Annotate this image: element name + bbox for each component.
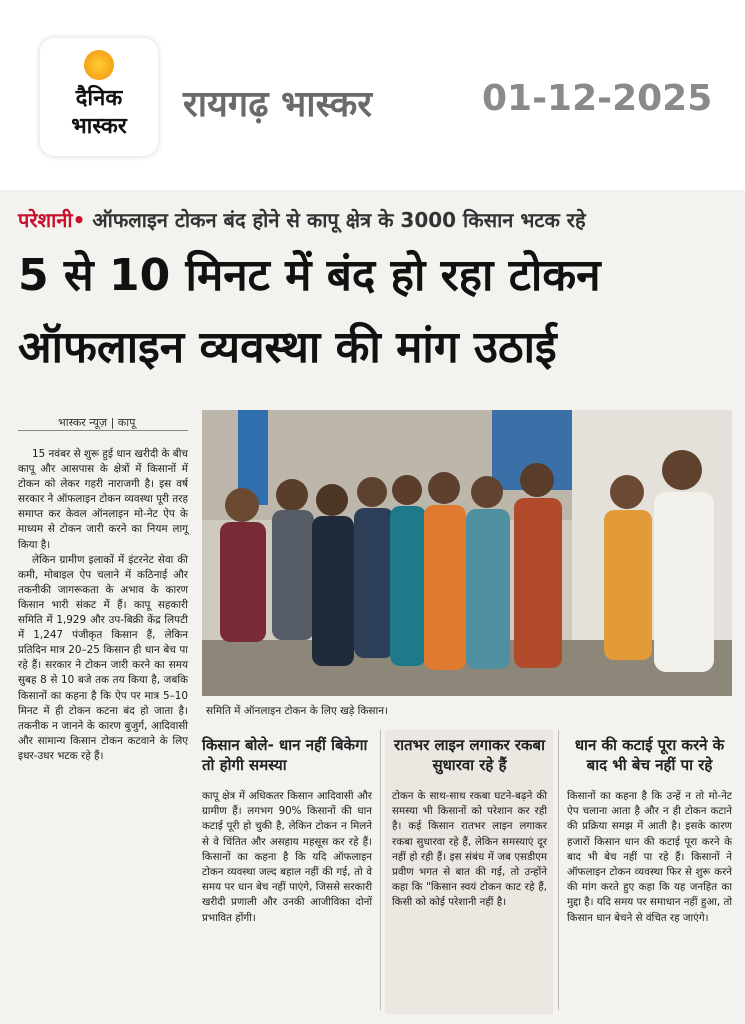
page-header bbox=[0, 0, 745, 190]
divider bbox=[18, 430, 188, 431]
sub-story-body: किसानों का कहना है कि उन्हें न तो मो-नेट ऐप चलाना आता है और न ही टोकन कटाने की प्रक्रिया समझ में आती है। इसके कारण हजारों किसान धान की कटाई पूरा करने के बाद भी बेच नहीं पा रहे हैं। किसानों ने ऑफलाइन टोकन व्यवस्था फिर से शुरू करने की मांग करते हुए कहा कि यह जनहित का मुद्दा है। यदि समय पर समाधान नहीं हुआ, तो किसान धान बेचने से वंचित रह जाएंगे। bbox=[567, 790, 732, 924]
paragraph: लेकिन ग्रामीण इलाकों में इंटरनेट सेवा की कमी, मोबाइल ऐप चलाने में कठिनाई और तकनीकी जागरूकता के अभाव के कारण किसान भारी संकट में हैं। कापू सहकारी समिति में 1,929 और उप-बिक्री केंद्र लिपटी में 1,247 पंजीकृत किसान हैं, लेकिन प्रतिदिन मात्र 20–25 किसान ही धान बेच पा रहे हैं। सरकार ने टोकन जारी करने का समय सुबह 8 से 10 बजे तक तय किया है, जबकि किसानों का कहना है कि ऐप पर मात्र 5–10 मिनट में ही टोकन कटना बंद हो जाता है। तकनीक न जानने के कारण बुजुर्ग, आदिवासी और सामान्य किसान टोकन कटवाने के लिए इधर-उधर भटक रहे हैं। bbox=[18, 553, 188, 762]
sub-story-1 bbox=[202, 735, 372, 926]
sub-story-heading: धान की कटाई पूरा करने के बाद भी बेच नहीं पा रहे bbox=[574, 736, 725, 774]
byline: भास्कर न्यूज़ | कापू bbox=[58, 416, 136, 429]
logo-line1: दैनिक bbox=[75, 86, 123, 111]
sub-story-3 bbox=[567, 735, 732, 926]
news-article bbox=[0, 190, 745, 1024]
photo-caption: समिति में ऑनलाइन टोकन के लिए खड़े किसान। bbox=[202, 700, 732, 722]
sub-story-body: टोकन के साथ-साथ रकबा घटने-बढ़ने की समस्या भी किसानों को परेशान कर रही है। कई किसान रातभर लाइन लगाकर रकबा सुधारवा रहे हैं, लेकिन समस्याएं दूर नहीं हो रही हैं। इस संबंध में जब एसडीएम प्रवीण भगत से बात की गई, तो उन्होंने कहा कि "किसान स्वयं टोकन काट रहे हैं, किसी को कोई परेशानी नहीं है। bbox=[392, 790, 547, 909]
dainik-bhaskar-logo[interactable] bbox=[40, 38, 158, 156]
edition-name: रायगढ़ भास्कर bbox=[183, 84, 373, 125]
kicker-text: ऑफलाइन टोकन बंद होने से कापू क्षेत्र के 3000 किसान भटक रहे bbox=[85, 208, 586, 232]
logo-line2: भास्कर bbox=[71, 114, 127, 139]
column-divider bbox=[558, 730, 559, 1010]
kicker-tag: परेशानी• bbox=[18, 208, 86, 232]
edition-date: 01-12-2025 bbox=[482, 78, 713, 119]
headline-line1: 5 से 10 मिनट में बंद हो रहा टोकन bbox=[18, 250, 601, 301]
paragraph: 15 नवंबर से शुरू हुई धान खरीदी के बीच कापू और आसपास के क्षेत्रों में किसानों में टोकन को लेकर गहरी नाराजगी है। इस वर्ष सरकार ने ऑफलाइन टोकन व्यवस्था पूरी तरह समाप्त कर केवल ऑनलाइन मो-नेट ऐप के माध्यम से टोकन जारी करने का नियम लागू किया है। bbox=[18, 448, 188, 551]
column-divider bbox=[380, 730, 381, 1010]
farmers-crowd-illustration bbox=[202, 410, 732, 696]
sub-story-2 bbox=[392, 735, 547, 911]
sun-icon bbox=[84, 50, 114, 80]
sub-story-heading: किसान बोले- धान नहीं बिकेगा तो होगी समस्या bbox=[202, 736, 368, 774]
farmers-photo bbox=[202, 410, 732, 696]
sub-story-body: कापू क्षेत्र में अधिकतर किसान आदिवासी और ग्रामीण हैं। लगभग 90% किसानों की धान कटाई पूरी हो चुकी है, लेकिन टोकन न मिलने से वे चिंतित और असहाय महसूस कर रहे हैं। किसानों का कहना है कि यदि ऑफलाइन टोकन व्यवस्था जल्द बहाल नहीं की गई, तो वे समय पर धान बेच नहीं पाएंगे, जिससे सरकारी खरीदी प्रणाली और उनकी आजीविका दोनों प्रभावित होंगी। bbox=[202, 790, 372, 924]
headline-line2: ऑफलाइन व्यवस्था की मांग उठाई bbox=[18, 322, 557, 373]
main-story-column bbox=[18, 447, 188, 764]
kicker bbox=[18, 206, 586, 233]
sub-story-heading: रातभर लाइन लगाकर रकबा सुधारवा रहे हैं bbox=[394, 736, 545, 774]
